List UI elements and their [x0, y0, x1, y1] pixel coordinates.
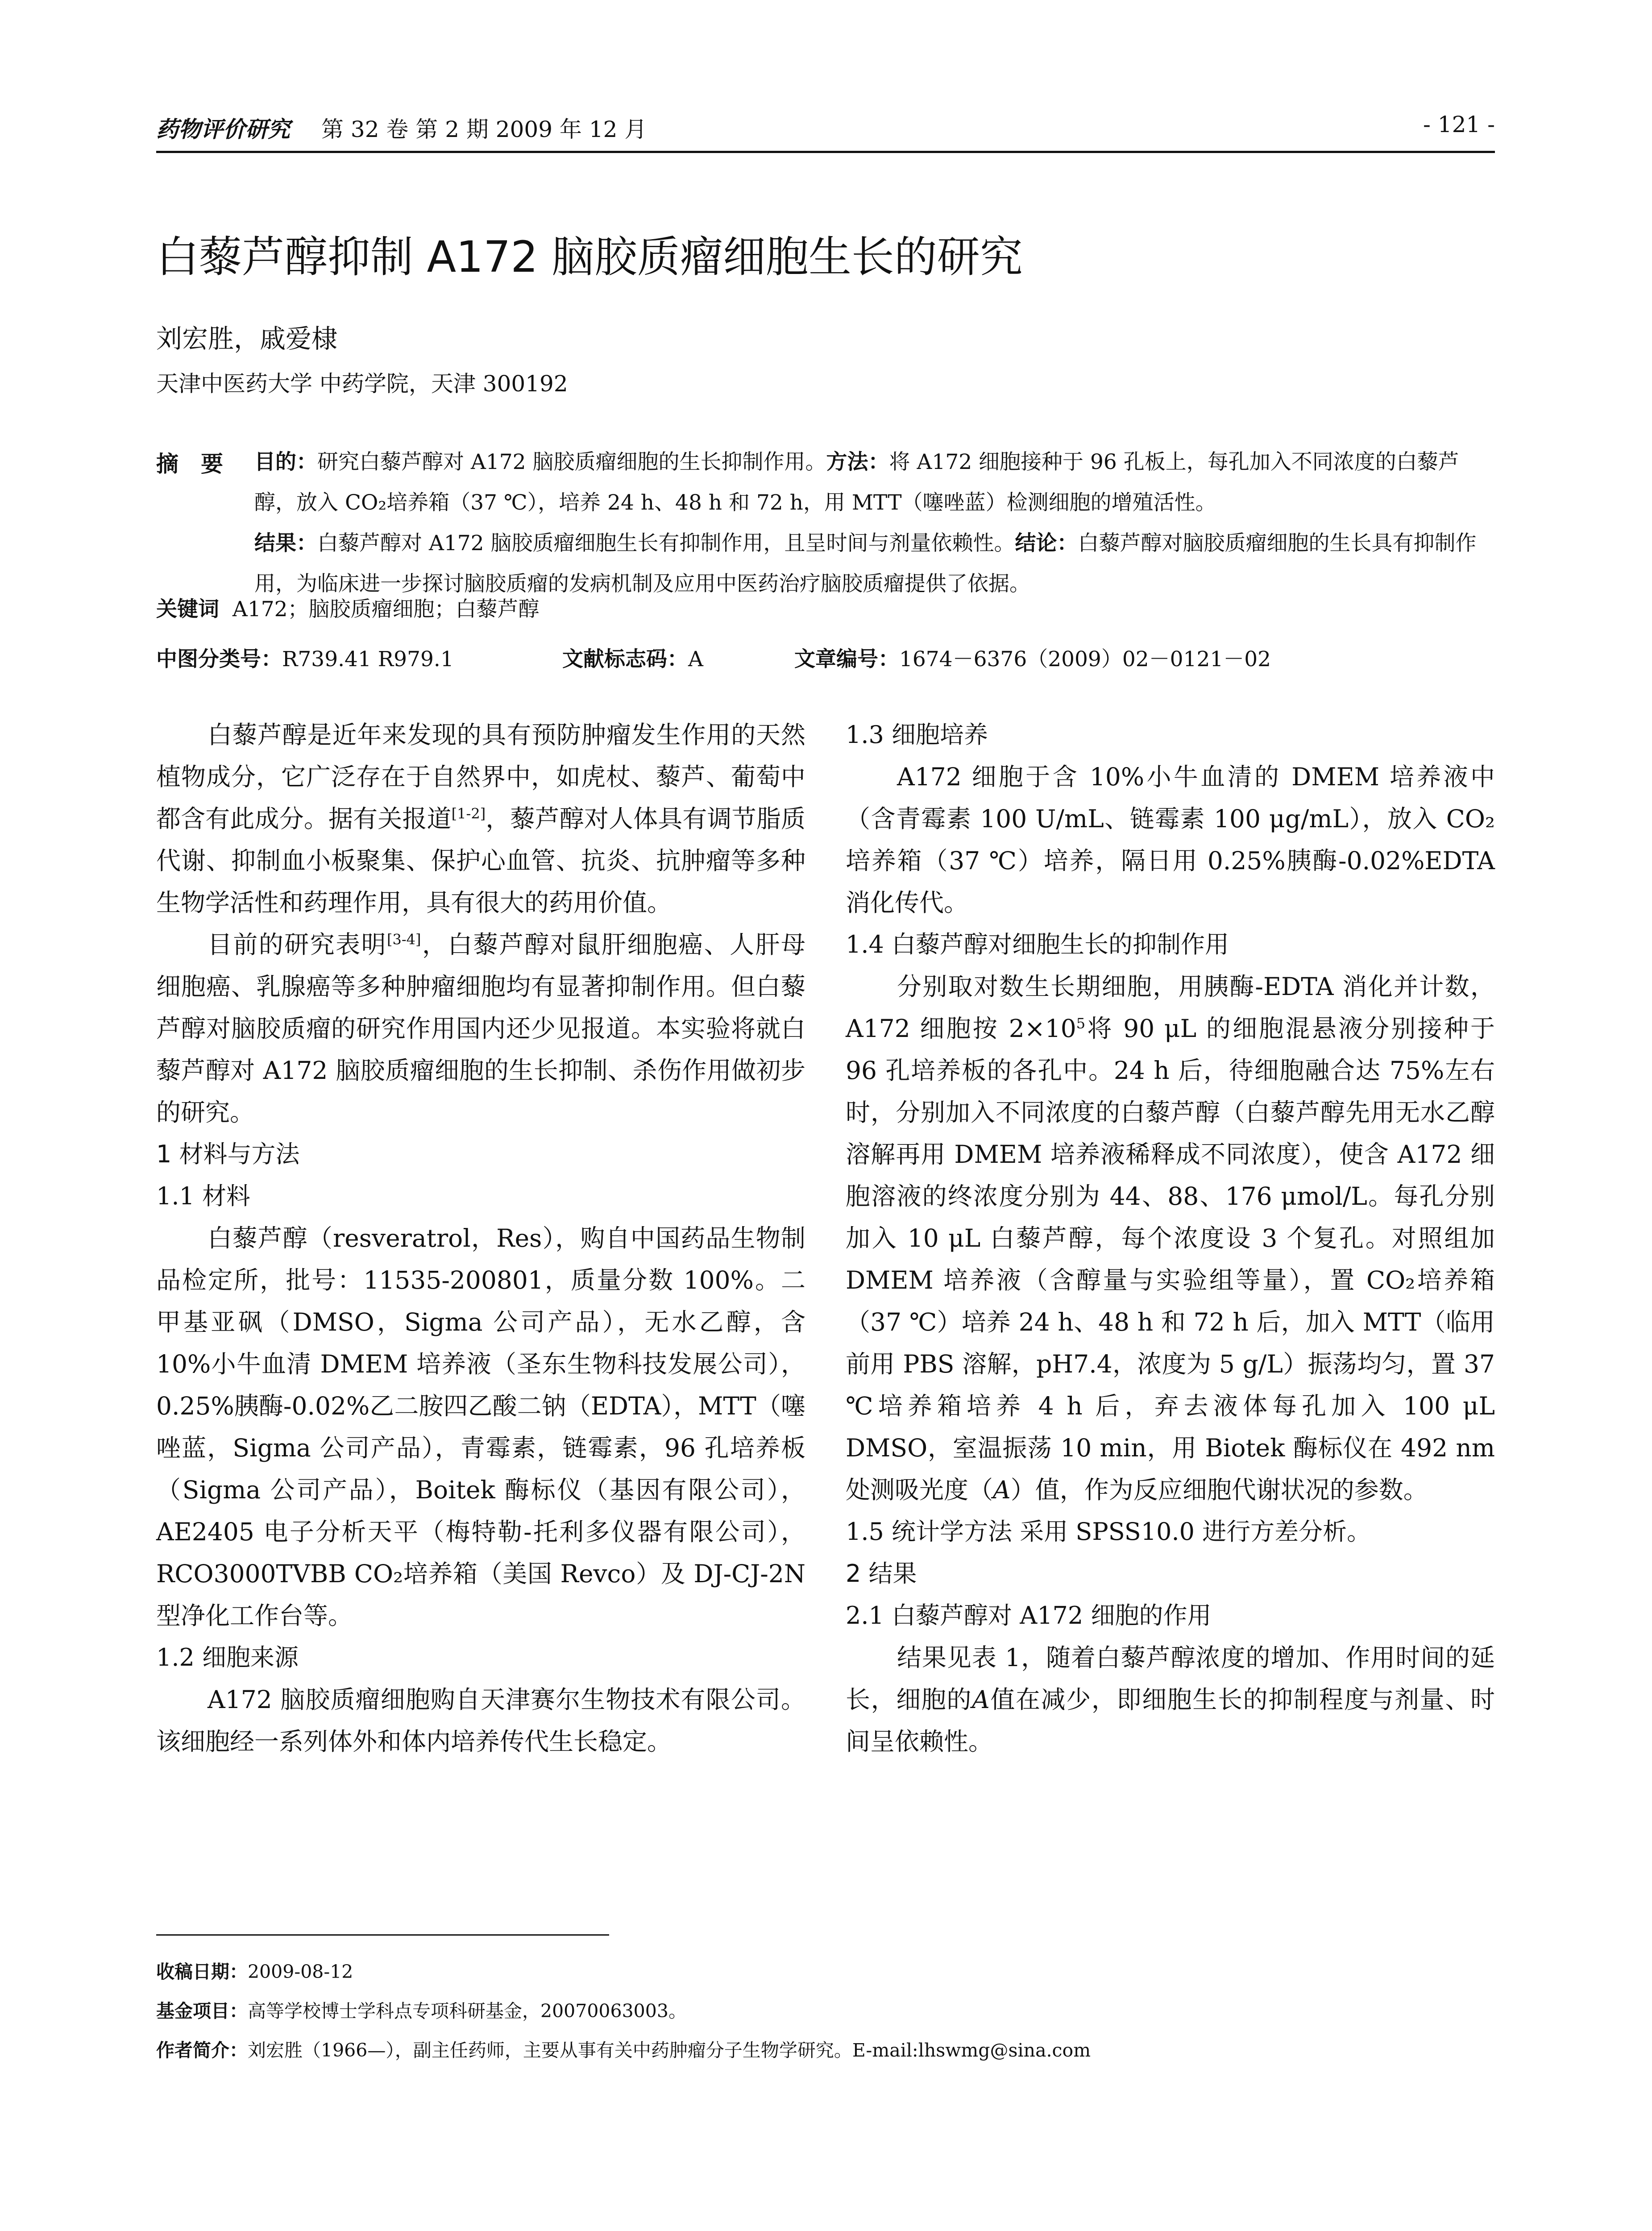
- inhibition-text-a: 分别取对数生长期细胞，用胰酶-EDTA 消化并计数，A172 细胞按 2×10: [846, 972, 1495, 1043]
- received-date: [156, 1952, 1495, 1991]
- authors: 刘宏胜，戚爱棣: [156, 323, 338, 354]
- author-bio-value: 刘宏胜（1966—），副主任药师，主要从事有关中药肿瘤分子生物学研究。E-mail:lhswmg@sina.com: [248, 2040, 1091, 2061]
- inhibition-text-c: ）值，作为反应细胞代谢状况的参数。: [1010, 1476, 1428, 1504]
- intro-paragraph-1: [156, 714, 805, 924]
- exponent: 5: [1076, 1015, 1086, 1032]
- inhibition-text-b: 将 90 μL 的细胞混悬液分别接种于 96 孔培养板的各孔中。24 h 后，待细胞融合达 75%左右时，分别加入不同浓度的白藜芦醇（白藜芦醇先用无水乙醇溶解再用 DMEM 培养液稀释成不同浓度），使含 A172 细胞溶液的终浓度分别为 44、88、176 μmol/L。每孔分别加入 10 μL 白藜芦醇，每个浓度设 3 个复孔。对照组加 DMEM 培养液（含醇量与实验组等量），置 CO₂培养箱（37 ℃）培养 24 h、48 h 和 72 h 后，加入 MTT（临用前用 PBS 溶解，pH7.4，浓度为 5 g/L）振荡均匀，置 37 ℃培养箱培养 4 h 后，弃去液体每孔加入 100 μL DMSO，室温振荡 10 min，用 Biotek 酶标仪在 492 nm 处测吸光度（: [846, 1014, 1495, 1504]
- doc-label: 文献标志码：: [562, 647, 688, 672]
- conclusion-text: 白藜芦醇对脑胶质瘤细胞的生长具有抑制作用，为临床进一步探讨脑胶质瘤的发病机制及应用中医药治疗脑胶质瘤提供了依据。: [254, 531, 1477, 596]
- journal-name: 药物评价研究: [156, 116, 290, 142]
- author-bio: [156, 2031, 1495, 2070]
- citation-1-2: [1-2]: [451, 805, 486, 822]
- right-column: [846, 714, 1495, 1762]
- section-heading-2: 2 结果: [846, 1559, 917, 1588]
- subsection-2-1: 2.1 白藜芦醇对 A172 细胞的作用: [846, 1601, 1212, 1630]
- page-number: - 121 -: [1423, 112, 1495, 137]
- cell-source-paragraph: A172 脑胶质瘤细胞购自天津赛尔生物技术有限公司。该细胞经一系列体外和体内培养传代生长稳定。: [156, 1685, 805, 1756]
- subsection-1-4: 1.4 白藜芦醇对细胞生长的抑制作用: [846, 930, 1229, 958]
- footnote-divider: [156, 1934, 609, 1936]
- results-text-b: 值在减少，即细胞生长的抑制程度与剂量、时间呈依赖性。: [846, 1685, 1495, 1756]
- clc-code: [156, 643, 454, 672]
- absorbance-symbol-2: A: [972, 1685, 990, 1714]
- absorbance-symbol: A: [993, 1476, 1011, 1504]
- running-header: [156, 112, 1495, 152]
- inhibition-paragraph: [846, 966, 1495, 1511]
- doc-code: [562, 643, 703, 672]
- fund-value: 高等学校博士学科点专项科研基金，20070063003。: [248, 2000, 687, 2022]
- keywords-label: 关键词: [156, 597, 219, 622]
- abstract-label: 摘要: [156, 451, 245, 477]
- keywords: [156, 593, 1495, 622]
- clc-value: R739.41 R979.1: [282, 647, 454, 672]
- received-label: 收稿日期：: [156, 1961, 248, 1982]
- clc-label: 中图分类号：: [156, 647, 282, 672]
- journal-issue: 第 32 卷 第 2 期 2009 年 12 月: [321, 116, 647, 142]
- result-label: 结果：: [254, 531, 317, 556]
- keywords-text: A172；脑胶质瘤细胞；白藜芦醇: [232, 597, 540, 622]
- abstract-body: [254, 442, 1499, 604]
- article-code: [794, 643, 1271, 672]
- materials-paragraph: 白藜芦醇（resveratrol，Res），购自中国药品生物制品检定所，批号：11535-200801，质量分数 100%。二甲基亚砜（DMSO，Sigma 公司产品），无水乙醇，含 10%小牛血清 DMEM 培养液（圣东生物科技发展公司），0.25%胰酶-0.02%乙二胺四乙酸二钠（EDTA），MTT（噻唑蓝，Sigma 公司产品），青霉素，链霉素，96 孔培养板（Sigma 公司产品），Boitek 酶标仪（基因有限公司），AE2405 电子分析天平（梅特勒-托利多仪器有限公司），RCO3000TVBB CO₂培养箱（美国 Revco）及 DJ-CJ-2N 型净化工作台等。: [156, 1224, 805, 1630]
- intro-p1-text: 白藜芦醇是近年来发现的具有预防肿瘤发生作用的天然植物成分，它广泛存在于自然界中，如虎杖、藜芦、葡萄中都含有此成分。据有关报道: [156, 721, 805, 833]
- subsection-1-1: 1.1 材料: [156, 1182, 251, 1210]
- intro-p2-text-b: ，白藜芦醇对鼠肝细胞癌、人肝母细胞癌、乳腺癌等多种肿瘤细胞均有显著抑制作用。但白藜芦醇对脑胶质瘤的研究作用国内还少见报道。本实验将就白藜芦醇对 A172 脑胶质瘤细胞的生长抑制、杀伤作用做初步的研究。: [156, 930, 805, 1127]
- citation-3-4: [3-4]: [387, 931, 421, 948]
- method-text: 将 A172 细胞接种于 96 孔板上，每孔加入不同浓度的白藜芦醇，放入 CO₂培养箱（37 ℃），培养 24 h、48 h 和 72 h，用 MTT（噻唑蓝）检测细胞的增殖活性。: [254, 450, 1459, 515]
- article-label: 文章编号：: [794, 647, 899, 672]
- subsection-1-5: 1.5 统计学方法 采用 SPSS10.0 进行方差分析。: [846, 1518, 1371, 1546]
- left-column: [156, 714, 805, 1762]
- fund-label: 基金项目：: [156, 2000, 248, 2022]
- conclusion-label: 结论：: [1015, 531, 1078, 556]
- header-divider: [156, 151, 1495, 153]
- objective-label: 目的：: [254, 450, 317, 474]
- intro-p2-text: 目前的研究表明: [208, 930, 387, 959]
- affiliation: 天津中医药大学 中药学院，天津 300192: [156, 371, 568, 397]
- results-paragraph: [846, 1637, 1495, 1762]
- footnotes: [156, 1952, 1495, 2070]
- result-text: 白藜芦醇对 A172 脑胶质瘤细胞生长有抑制作用，且呈时间与剂量依赖性。: [317, 531, 1015, 556]
- article-value: 1674－6376（2009）02－0121－02: [899, 647, 1271, 672]
- objective-text: 研究白藜芦醇对 A172 脑胶质瘤细胞的生长抑制作用。: [317, 450, 826, 474]
- received-value: 2009-08-12: [248, 1961, 353, 1982]
- author-bio-label: 作者简介：: [156, 2040, 248, 2061]
- culture-paragraph: A172 细胞于含 10%小牛血清的 DMEM 培养液中（含青霉素 100 U/mL、链霉素 100 μg/mL），放入 CO₂培养箱（37 ℃）培养，隔日用 0.25%胰酶-0.02%EDTA 消化传代。: [846, 763, 1495, 917]
- intro-paragraph-2: [156, 924, 805, 1133]
- fund: [156, 1991, 1495, 2031]
- results-text-a: 结果见表 1，随着白藜芦醇浓度的增加、作用时间的延长，细胞的: [846, 1643, 1495, 1714]
- subsection-1-3: 1.3 细胞培养: [846, 721, 988, 749]
- doc-value: A: [688, 647, 703, 672]
- article-title: 白藜芦醇抑制 A172 脑胶质瘤细胞生长的研究: [156, 232, 1023, 282]
- intro-p1-text-b: ，藜芦醇对人体具有调节脂质代谢、抑制血小板聚集、保护心血管、抗炎、抗肿瘤等多种生物学活性和药理作用，具有很大的药用价值。: [156, 804, 805, 917]
- subsection-1-2: 1.2 细胞来源: [156, 1643, 299, 1671]
- method-label: 方法：: [826, 450, 889, 474]
- section-heading-1: 1 材料与方法: [156, 1140, 300, 1168]
